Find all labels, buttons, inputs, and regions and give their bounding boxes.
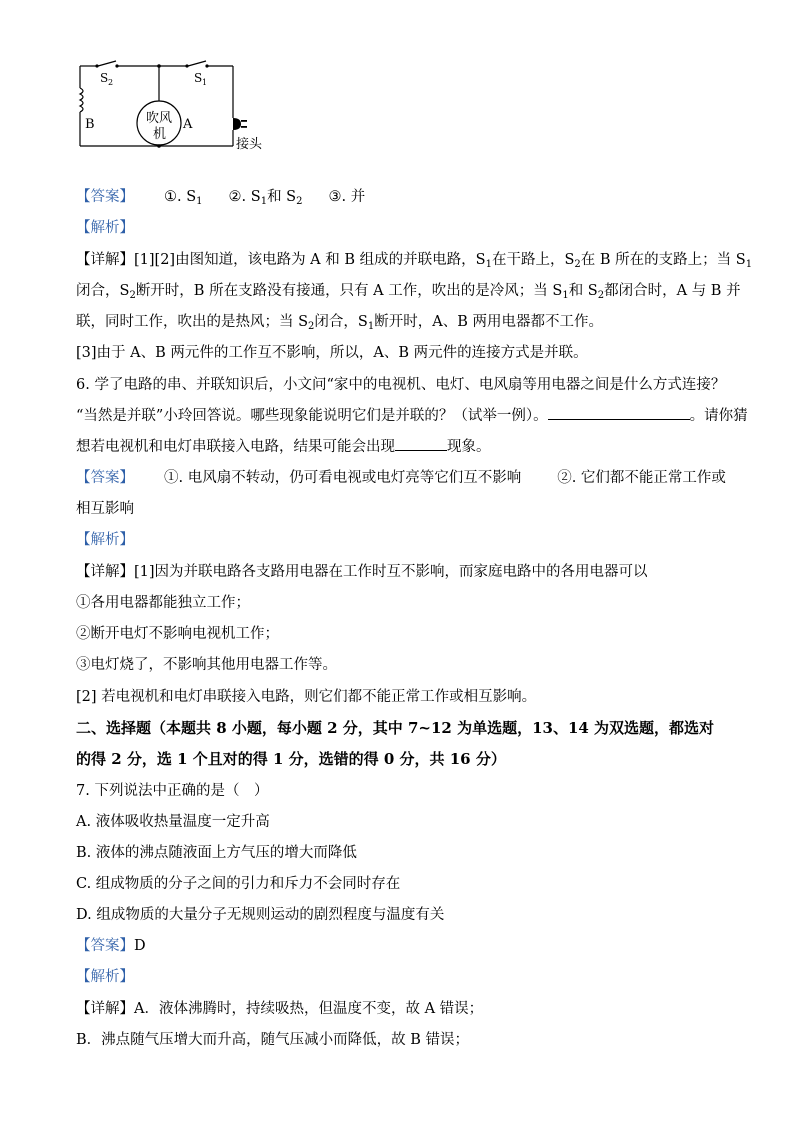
- q5-d2-b: 断开时，B 所在支路没有接通，只有 A 工作，吹出的是冷风；当 S: [135, 283, 563, 299]
- q5-d1-c: 在 B 所在的支路上；当 S: [580, 252, 746, 268]
- fan-label-1: 吹风: [146, 111, 173, 126]
- circuit-diagram: [70, 52, 270, 156]
- q6-stem-line-1: 6. 学了电路的串、并联知识后，小文问“家中的电视机、电灯、电风扇等用电器之间是什么方式连接？: [76, 377, 726, 393]
- q7-stem: 7. 下列说法中正确的是（ ）: [76, 783, 269, 799]
- plug-icon: [233, 118, 241, 130]
- q7-option-d: D. 组成物质的大量分子无规则运动的剧烈程度与温度有关: [76, 907, 445, 923]
- q6-answer-line: [76, 467, 726, 489]
- switch1-label: S: [194, 71, 203, 85]
- q5-d1-a: [1][2]由图知道，该电路为 A 和 B 组成的并联电路，S: [134, 252, 486, 268]
- q6-d1: [1]因为并联电路各支路用电器在工作时互不影响，而家庭电路中的各用电器可以: [134, 564, 648, 580]
- answer-blank-2[interactable]: [395, 436, 447, 451]
- q5-d2-a: 闭合，S: [76, 283, 130, 299]
- q5-opt2-b: 和 S: [267, 189, 297, 205]
- q5-opt2-sub2: 2: [296, 196, 303, 207]
- q5-opt2-sub1: 1: [260, 196, 268, 207]
- q5-d1-sub3: 1: [745, 259, 753, 270]
- q5-d1-sub1: 1: [485, 259, 492, 270]
- q6-detail-line-4: ③电灯烧了，不影响其他用电器工作等。: [76, 657, 337, 673]
- q7-option-a: A. 液体吸收热量温度一定升高: [76, 814, 270, 830]
- q6-detail-line-3: ②断开电灯不影响电视机工作；: [76, 626, 279, 642]
- plug-label: 接头: [236, 137, 263, 152]
- answer-tag: 【答案】: [76, 938, 134, 954]
- detail-tag: 【详解】: [76, 252, 134, 268]
- q6-detail-line-5: [2] 若电视机和电灯串联接入电路，则它们都不能正常工作或相互影响。: [76, 689, 537, 705]
- q5-d2-sub1: 2: [129, 290, 136, 301]
- q6-answer-line-cont: 相互影响: [76, 501, 134, 517]
- q6-analysis-line: [76, 529, 726, 551]
- q5-detail-line-4: [3]由于 A、B 两元件的工作互不影响，所以，A、B 两元件的连接方式是并联。: [76, 345, 588, 361]
- analysis-tag: 【解析】: [76, 220, 134, 236]
- q5-d2-d: 都闭合时，A 与 B 并: [604, 283, 741, 299]
- q5-detail-line-1: [76, 249, 753, 276]
- q6-stem3-b: 现象。: [447, 439, 491, 455]
- q7-answer: D: [134, 938, 146, 954]
- q5-d2-sub2: 1: [562, 290, 569, 301]
- q7-d1: A．液体沸腾时，持续吸热，但温度不变，故 A 错误；: [134, 1001, 484, 1017]
- q6-stem3-a: 想若电视机和电灯串联接入电路，结果可能会出现: [76, 439, 395, 455]
- q5-d2-sub3: 2: [597, 290, 605, 301]
- switch2-sub: 2: [108, 78, 114, 87]
- q5-d3-sub2: 1: [367, 321, 375, 332]
- answer-tag: 【答案】: [76, 189, 134, 205]
- q5-opt2: ②. S: [228, 189, 261, 205]
- q5-opt1-sub: 1: [196, 196, 203, 207]
- q7-analysis-line: [76, 966, 726, 988]
- q6-stem-line-3: [76, 436, 726, 458]
- q5-detail-line-2: [76, 280, 741, 307]
- q7-answer-line: [76, 935, 726, 957]
- q5-d3-a: 联，同时工作，吹出的是热风；当 S: [76, 314, 309, 330]
- q5-d3-sub1: 2: [308, 321, 315, 332]
- section-heading-line-2: 的得 2 分，选 1 个且对的得 1 分，选错的得 0 分，共 16 分）: [76, 750, 506, 768]
- switch2-contact-icon: [95, 64, 98, 67]
- q6-stem2-b: 。请你猜: [689, 408, 748, 424]
- q7-option-c: C. 组成物质的分子之间的引力和斥力不会同时存在: [76, 876, 401, 892]
- answer-tag: 【答案】: [76, 470, 134, 486]
- fan-letter: A: [183, 117, 193, 132]
- switch1-sub: 1: [202, 78, 208, 87]
- q5-opt3: ③. 并: [328, 189, 366, 205]
- q6-stem2-a: “当然是并联”小玲回答说。哪些现象能说明它们是并联的？（试举一例）。: [76, 408, 548, 424]
- q6-answer-1: ①. 电风扇不转动，仍可看电视或电灯亮等它们互不影响: [164, 470, 522, 486]
- q7-detail-line-1: [76, 998, 726, 1020]
- detail-tag: 【详解】: [76, 564, 134, 580]
- q5-d1-b: 在干路上，S: [491, 252, 575, 268]
- analysis-tag: 【解析】: [76, 969, 134, 985]
- q6-detail-line-1: [76, 561, 726, 583]
- section-heading-line-1: 二、选择题（本题共 8 小题，每小题 2 分，其中 7~12 为单选题，13、14 为双选题，都选对: [76, 719, 715, 737]
- q5-answer-line: [76, 186, 726, 213]
- q7-detail-line-2: B．沸点随气压增大而升高，随气压减小而降低，故 B 错误；: [76, 1032, 470, 1048]
- q5-d2-c: 和 S: [568, 283, 598, 299]
- q5-opt1: ①. S: [164, 189, 197, 205]
- q5-detail-line-3: [76, 311, 726, 338]
- q5-analysis-line: [76, 217, 726, 239]
- q5-d3-c: 断开时，A、B 两用电器都不工作。: [374, 314, 603, 330]
- answer-blank-1[interactable]: [548, 405, 690, 420]
- q5-d1-sub2: 2: [574, 259, 581, 270]
- q5-d3-b: 闭合，S: [314, 314, 368, 330]
- fan-label-2: 机: [153, 127, 167, 142]
- q7-option-b: B. 液体的沸点随液面上方气压的增大而降低: [76, 845, 357, 861]
- analysis-tag: 【解析】: [76, 532, 134, 548]
- switch2-label: S: [100, 71, 109, 85]
- q6-detail-line-2: ①各用电器都能独立工作；: [76, 595, 250, 611]
- switch1-contact-icon: [185, 64, 188, 67]
- q6-stem-line-2: [76, 405, 748, 427]
- coil-label: B: [85, 117, 95, 132]
- q6-answer-2: ②. 它们都不能正常工作或: [557, 470, 726, 486]
- detail-tag: 【详解】: [76, 1001, 134, 1017]
